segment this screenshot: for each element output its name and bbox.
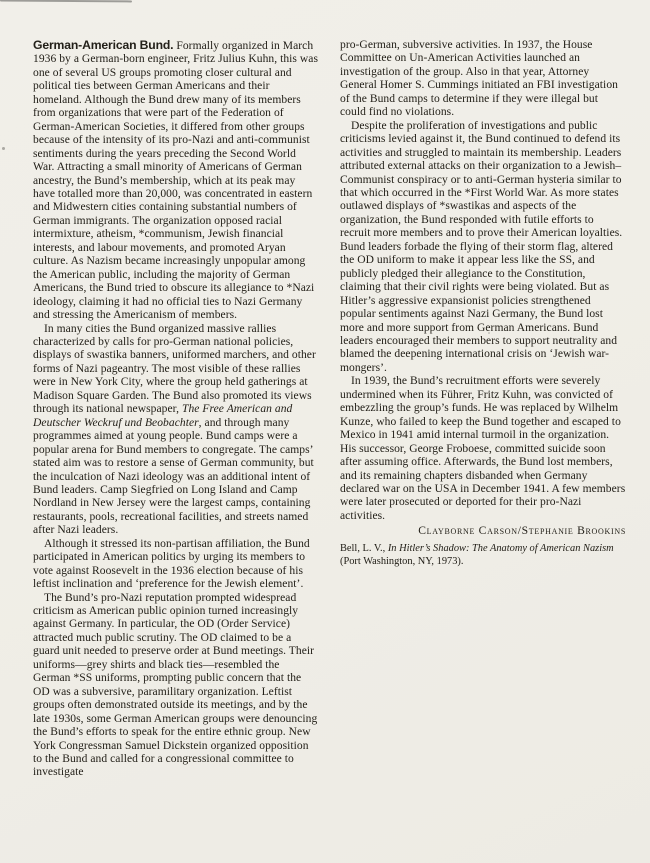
author-byline: Clayborne Carson/Stephanie Brookins — [418, 524, 626, 538]
newspaper-title: The Free American and Deutscher Weckruf und Beobachter — [33, 403, 293, 429]
paper-speck — [2, 147, 5, 150]
paragraph-2-text: In many cities the Bund organized massive rallies characterized by calls for pro-German national policies, displays of swastika banners, uniformed marchers, and other forms of Nazi pageantry. The most visible of these rallies were in New York City, where the group held gatherings at Madison Square Garden. The Bund also promoted its views through its national newspaper, — [33, 322, 316, 416]
paragraph-3: Although it stressed its non-partisan affiliation, the Bund participated in American politics by urging its members to vote against Roosevelt in the 1936 election because of his leftist inclination and ‘preference for the Jewish element’. — [33, 537, 310, 591]
bibliography-publisher: (Port Washington, NY, 1973). — [340, 555, 464, 567]
paragraph-4: The Bund’s pro-Nazi reputation prompted widespread criticism as American public opinion turned increasingly against Germany. In particular, the OD (Order Service) attracted much public scrutiny. The OD claimed to be a guard unit needed to preserve order at Bund meetings. Their uniforms—grey shirts and black ties—resembled the German *SS uniforms, prompting public concern that the OD was a subversive, paramilitary organization. Leftist groups often demonstrated outside its meetings, and by the late 1930s, some German American groups were denouncing the Bund’s efforts to speak for the entire ethnic group. New York Congressman Samuel Dickstein organized opposition to the Bund and called for a congressional committee to investigate — [33, 591, 318, 779]
paragraph-1 — [33, 39, 319, 323]
article-columns — [33, 39, 626, 780]
paragraph-2 — [33, 323, 319, 538]
bibliography-book-title: In Hitler’s Shadow: The Anatomy of American Nazism — [387, 542, 614, 554]
left-column — [33, 39, 319, 780]
right-column — [340, 39, 626, 780]
paragraph-1-text: Formally organized in March 1936 by a German-born engineer, Fritz Julius Kuhn, this was one of several US groups promoting closer cultural and political ties between German Americans and their homeland. Although the Bund drew many of its members from organizations that were part of the Federation of German-American Societies, it differed from other groups because of the intensity of its pro-Nazi and anti-communist sentiments during the years preceding the Second World War. Attracting a small minority of Americans of German ancestry, the Bund’s membership, which at its peak may have totalled more than 20,000, was concentrated in eastern and Midwestern cities containing substantial numbers of German immigrants. The organization opposed racial intermixture, atheism, *communism, Jewish financial interests, and labour movements, and promoted Aryan culture. As Nazism became increasingly unpopular among the American public, including the majority of German Americans, the Bund tried to obscure its allegiance to *Nazi ideology, claiming it had no official ties to Nazi Germany and stressing the Americanism of members. — [33, 40, 319, 322]
paragraph-6: In 1939, the Bund’s recruitment efforts were severely undermined when its Führer, Fritz Kuhn, was convicted of embezzling the group’s funds. He was replaced by Wilhelm Kunze, who failed to keep the Bund together and escaped to Mexico in 1941 amid internal turmoil in the organization. His successor, George Froboese, committed suicide soon after assuming office. Afterwards, the Bund lost members, and its remaining chapters disbanded when Germany declared war on the USA in December 1941. A few members were later prosecuted or deported for their pro-Nazi activities. — [340, 375, 626, 522]
scan-edge-artifact — [0, 0, 132, 2]
entry-title: German-American Bund. — [33, 38, 174, 52]
paragraph-4-continued: pro-German, subversive activities. In 1937, the House Committee on Un-American Activities launched an investigation of the group. Also in that year, Attorney General Homer S. Cummings initiated an FBI investigation of the Bund camps to determine if they were illegal but could find no violations. — [340, 39, 618, 119]
bibliography-author: Bell, L. V., — [340, 542, 388, 554]
bibliography — [340, 543, 626, 569]
paragraph-2-text-continued: , and through many programmes aimed at young people. Bund camps were a popular arena for Bund members to congregate. The camps’ stated aim was to restore a sense of German community, but the inculcation of Nazi ideology was an additional intent of Bund leaders. Camp Siegfried on Long Island and Camp Nordland in New Jersey were the largest camps, containing restaurants, pools, recreational facilities, and streets named after Nazi leaders. — [33, 416, 314, 537]
paragraph-5: Despite the proliferation of investigations and public criticisms levied against it, the Bund continued to defend its activities and struggled to maintain its membership. Leaders attributed external attacks on their organization to a Jewish–Communist conspiracy or to anti-German hysteria similar to that which occurred in the *First World War. As more states outlawed displays of *swastikas and aspects of the organization, the Bund responded with futile efforts to recruit more members and to prove their American loyalties. Bund leaders forbade the flying of their storm flag, altered the OD uniform to make it appear less like the SS, and publicly pledged their allegiance to the Constitution, claiming that their civil rights were being violated. But as Hitler’s aggressive expansionist policies strengthened popular sentiments against Nazi Germany, the Bund lost more and more support from German Americans. Bund leaders encouraged their members to support neutrality and blamed the deepening international crisis on ‘Jewish war-mongers’. — [340, 119, 623, 374]
